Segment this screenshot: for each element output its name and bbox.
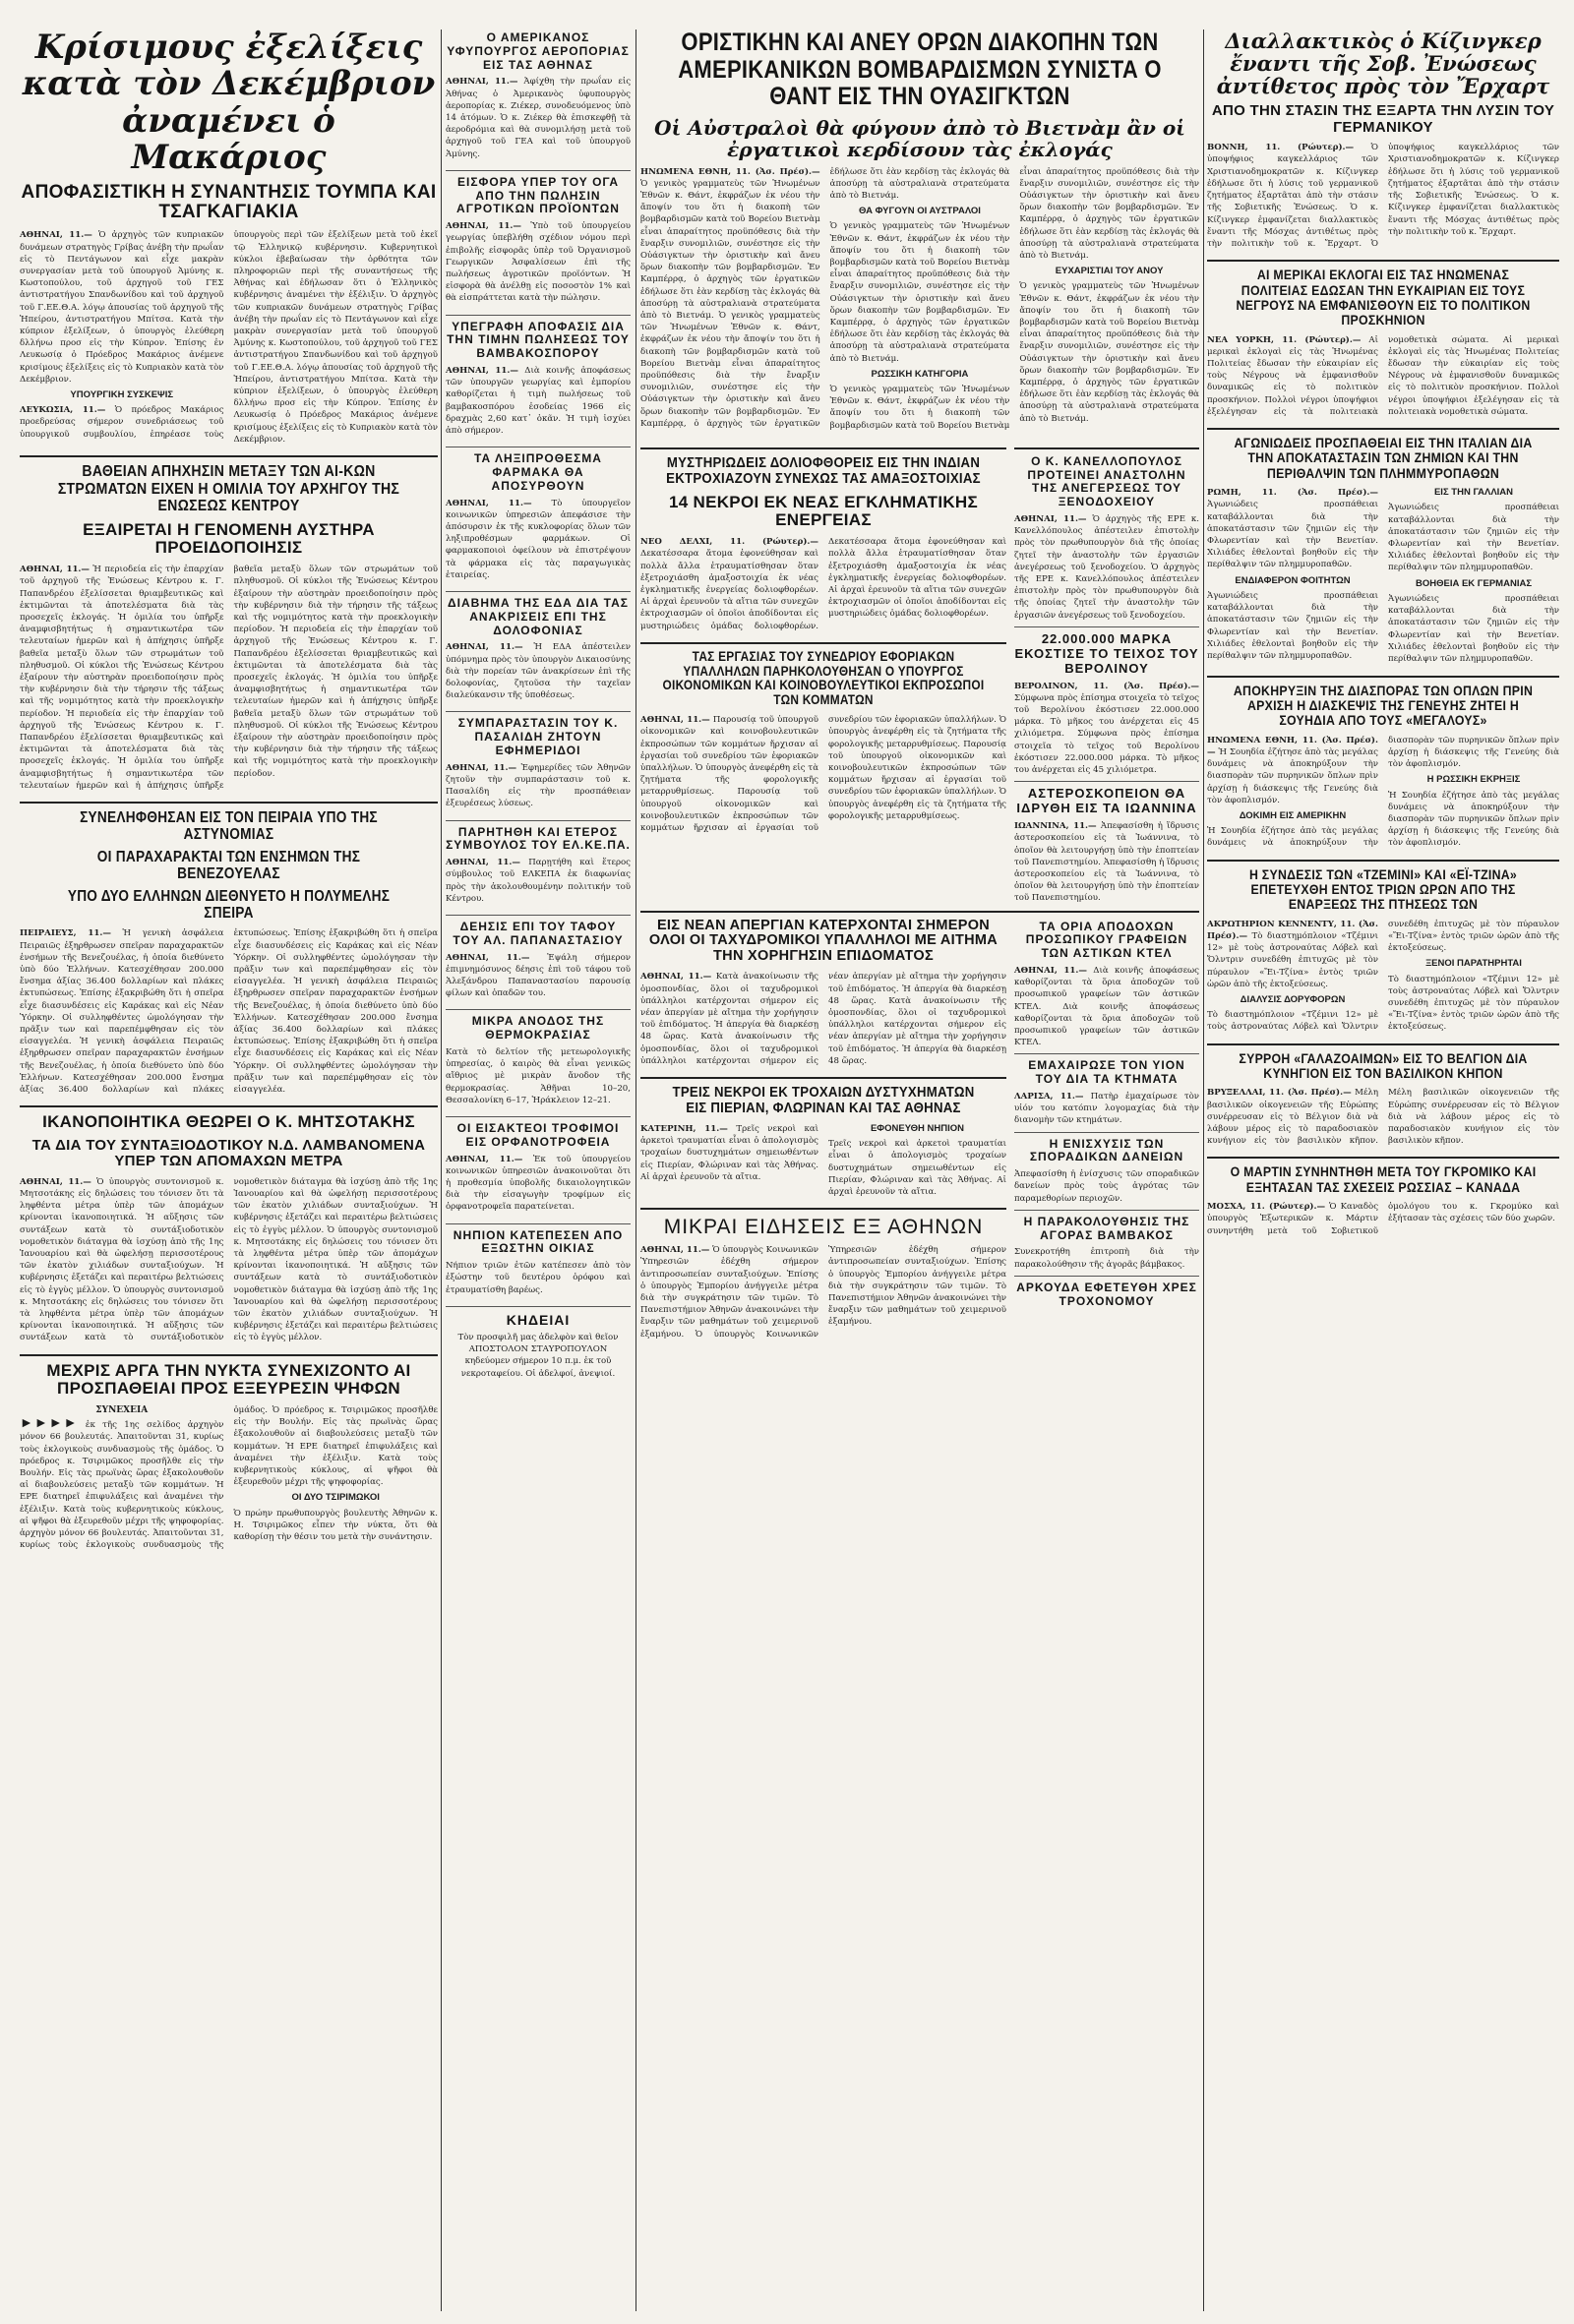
article-body bbox=[640, 166, 1199, 432]
article-text: Μέλη βασιλικῶν οἰκογενειῶν τῆς Εὐρώπης συνέρρευσαν εἰς τὸ Βέλγιον διὰ νὰ λάβουν μέρος εἰς τὸ παραδοσιακὸν κυνήγιον εἰς τὸν βασιλικὸν κῆπον. bbox=[1207, 1088, 1378, 1147]
article-text: Ἡ περιοδεία εἰς τὴν ἐπαρχίαν τοῦ ἀρχηγοῦ τῆς Ἐνώσεως Κέντρου κ. Γ. Παπανδρέου ἐξελίσσεται θριαμβευτικῶς καὶ ἐκτιμῶνται τὰ ἀποτελέσματα διὰ τὰς προσεχεῖς ἐκλογάς. Ἡ ὁμιλία του ὑπῆρξε ἀναμφισβητήτως ἡ σημαντικωτέρα τῶν τελευταίων ἡμερῶν καὶ ἡ ἀπήχησις ὑπῆρξε βαθεῖα μεταξὺ ὅλων τῶν στρωμάτων τοῦ πληθυσμοῦ. Οἱ κύκλοι τῆς Ἐνώσεως Κέντρου ἐξαίρουν τὴν αὐστηρὰν προειδοποίησιν πρὸς τὴν κυβέρνησιν διὰ τὴν τήρησιν τῆς τάξεως καὶ τῆς νομιμότητος κατὰ τὴν προεκλογικὴν περίοδον. bbox=[20, 565, 224, 719]
article-text: Ὁ ὑποψήφιος καγκελλάριος τῶν Χριστιανοδημοκρατῶν κ. Κίζινγκερ ἐδήλωσε ὅτι ἡ λύσις τοῦ γερμανικοῦ ζητήματος ἐξαρτᾶται ἀπὸ τὴν στάσιν τῆς Σοβιετικῆς Ἑνώσεως. Ὁ κ. Κίζινγκερ ἐμφανίζεται διαλλακτικὸς ἔναντι τῆς Μόσχας ἀντιθέτως πρὸς τὴν πολιτικὴν τοῦ κ. Ἔρχαρτ. bbox=[1207, 143, 1379, 249]
article-text: Ὁ ὑποψήφιος καγκελλάριος τῶν Χριστιανοδημοκρατῶν κ. Κίζινγκερ ἐδήλωσε ὅτι ἡ λύσις τοῦ γερμανικοῦ ζητήματος ἐξαρτᾶται ἀπὸ τὴν στάσιν τῆς Σοβιετικῆς Ἑνώσεως. Ὁ κ. Κίζινγκερ ἐμφανίζεται διαλλακτικὸς ἔναντι τῆς Μόσχας ἀντιθέτως πρὸς τὴν πολιτικὴν τοῦ κ. Ἔρχαρτ. bbox=[1370, 143, 1559, 249]
divider bbox=[1014, 1053, 1199, 1054]
dateline: ΗΝΩΜΕΝΑ ΕΘΝΗ, 11. (Ἀσ. Πρέσ).— bbox=[1207, 735, 1378, 757]
article-body bbox=[1207, 735, 1559, 850]
article-text: Ὁ πρώην πρωθυπουργὸς βουλευτὴς Ἀθηνῶν κ. Η. Τσιριμῶκος εἶπεν τὴν νύκτα, ὅτι θὰ καθορίσῃ τὴν θέσιν του μετὰ τὴν συνάντησιν. bbox=[233, 1508, 438, 1543]
divider bbox=[1014, 1210, 1199, 1211]
dateline: ΜΟΣΧΑ, 11. (Ρώυτερ).— bbox=[1207, 1202, 1326, 1213]
dateline: ΠΕΙΡΑΙΕΥΣ, 11.— bbox=[20, 928, 111, 939]
article-text: Νήπιον τριῶν ἐτῶν κατέπεσεν ἀπὸ τὸν ἐξώστην τοῦ δευτέρου ὀρόφου καὶ ἐτραυματίσθη βαρέως. bbox=[446, 1261, 631, 1295]
headline: ΒΑΘΕΙΑΝ ΑΠΗΧΗΣΙΝ ΜΕΤΑΞΥ ΤΩΝ ΑΙ-ΚΩΝ ΣΤΡΩΜΑΤΩΝ ΕΙΧΕΝ Η ΟΜΙΛΙΑ ΤΟΥ ΑΡΧΗΓΟΥ ΤΗΣ ΕΝΩΣΕΩΣ ΚΕΝΤΡΟΥ bbox=[57, 463, 400, 515]
article-text: ἀρχηγὸν μόνον 66 βουλευτάς. Ἀπαιτοῦνται 31, κυρίως τοὺς ἐκλογικοὺς συνδυασμοὺς τῆς ὁμάδος. Ὁ πρόεδρος κ. Τσιριμῶκος προσῆλθε εἰς τὴν Βουλήν. Εἰς τὰς πρωϊνὰς ὥρας ἐξακολουθοῦν αἱ διαβουλεύσεις μεταξὺ τῶν κομμάτων. Ἡ ΕΡΕ διατηρεῖ ἐπιφυλάξεις καὶ ἀναμένει τὴν ἐξέλιξιν. Κατὰ τοὺς κυβερνητικοὺς κύκλους, αἱ ψῆφοι θὰ ἐξευρεθοῦν μέχρι τῆς ψηφοφορίας. bbox=[20, 1420, 224, 1526]
brief bbox=[446, 1122, 631, 1214]
divider bbox=[446, 1009, 631, 1010]
article-text: Ὁ γενικὸς γραμματεὺς τῶν Ἡνωμένων Ἐθνῶν κ. Θάντ, ἐκφράζων ἐκ νέου τὴν ἄποψίν του ὅτι ἡ διακοπὴ τῶν βομβαρδισμῶν κατὰ τοῦ Βορείου Βιετνὰμ εἶναι ἀπαραίτητος προϋπόθεσις διὰ τὴν ἔναρξιν συνομιλιῶν, συνέστησε εἰς τὴν Οὐάσιγκτων τὴν ὁριστικὴν καὶ ἄνευ ὅρων διακοπὴν τῶν βομβαρδισμῶν. Ἐν Καμπέρρᾳ, ὁ ἀρχηγὸς τῶν ἐργατικῶν ἐδήλωσε ὅτι ἐὰν κερδίσῃ τὰς ἐκλογάς θὰ ἀποσύρῃ τὰ αὐστραλιανὰ στρατεύματα ἀπὸ τὸ Βιετνάμ. bbox=[640, 178, 820, 321]
article-text: Κατὰ ἀνακοίνωσιν τῆς ὁμοσπονδίας, ὅλοι οἱ ταχυδρομικοὶ ὑπάλληλοι κατέρχονται σήμερον εἰς νέαν ἀπεργίαν μὲ αἴτημα τὴν χορήγησιν τοῦ ἐπιδόματος. Ἡ ἀπεργία θὰ διαρκέσῃ 48 ὥρας. bbox=[640, 972, 818, 1043]
divider bbox=[1207, 260, 1559, 262]
mid-right bbox=[1014, 442, 1199, 905]
article-text: Ὁ ἀρχηγὸς τῆς ΕΡΕ κ. Κανελλόπουλος ἀπέστειλεν ἐπιστολὴν πρὸς τὸν πρωθυπουργὸν διὰ τῆς ὁποίας ζητεῖ τὴν ἀναστολὴν τῶν ἐργασιῶν ἀνεγέρσεως τοῦ ξενοδοχείου. bbox=[1014, 562, 1200, 621]
article-us-elections bbox=[1207, 268, 1559, 418]
dateline: ΑΘΗΝΑΙ, 11.— bbox=[446, 366, 518, 377]
article-sweden bbox=[1207, 684, 1559, 850]
column-b bbox=[446, 30, 631, 1390]
brief-title: ΥΠΕΓΡΑΦΗ ΑΠΟΦΑΣΙΣ ΔΙΑ ΤΗΝ ΤΙΜΗΝ ΠΩΛΗΣΕΩΣ ΤΟΥ ΒΑΜΒΑΚΟΣΠΟΡΟΥ bbox=[447, 319, 630, 361]
article-text: Ὁ ἀρχηγὸς τῆς ΕΡΕ κ. Κανελλόπουλος ἀπέστειλεν ἐπιστολὴν πρὸς τὸν πρωθυπουργὸν διὰ τῆς ὁποίας ζητεῖ τὴν ἀναστολὴν τῶν ἐργασιῶν ἀνεγέρσεως τοῦ ξενοδοχείου. bbox=[1014, 513, 1199, 572]
section-label: ΕΙΣ ΤΗΝ ΓΑΛΛΙΑΝ bbox=[1433, 487, 1514, 499]
article-body bbox=[1207, 919, 1559, 1034]
article-papandreou bbox=[20, 463, 438, 792]
article-text: Ὁ ἀρχηγὸς τῶν κυπριακῶν δυνάμεων στρατηγὸς Γρίβας ἀνέβη τὴν πρωΐαν εἰς τὸ Πεντάγωνον καὶ εἶχε μακρὰν συνεργασίαν μετὰ τοῦ ὑπουργοῦ Ἀμύνης κ. Κωστοπούλου, τοῦ ἀρχηγοῦ τοῦ ΓΕΣ ἀντιστρατήγου Σπανδωνίδου καὶ τοῦ ἀρχηγοῦ τοῦ Γ.ΕΕ.Θ.Α. λόγῳ ἀπουσίας τοῦ ἀρχηγοῦ τῆς Ἠπείρου, ἀντιστρατήγου Μπίτσα. Κατὰ τὴν κύπριον ἐξελίξεων, ὁ ὑπουργὸς ἐλεύθερη δλλήνω προσ εἰς τὴν Κύπρον. Ἐπίσης ἐν Λευκωσίᾳ ὁ Πρόεδρος Μακάριος ἀνέμενε κρισίμους ἐξελίξεις εἰς τὸ Κυπριακὸν κατὰ τὸν Δεκέμβριον. bbox=[20, 230, 224, 385]
continued-text: ἐκ τῆς 1ης σελίδος bbox=[85, 1420, 181, 1431]
section-label: ΡΩΣΣΙΚΗ ΚΑΤΗΓΟΡΙΑ bbox=[871, 368, 969, 380]
brief bbox=[446, 717, 631, 809]
headline: ΟΡΙΣΤΙΚΗΝ ΚΑΙ ΑΝΕΥ ΟΡΩΝ ΔΙΑΚΟΠΗΝ ΤΩΝ ΑΜΕΡΙΚΑΝΙΚΩΝ ΒΟΜΒΑΡΔΙΣΜΩΝ ΣΥΝΙΣΤΑ Ο ΘΑΝΤ ΕΙΣ ΤΗΝ ΟΥΑΣΙΓΚΤΩΝ bbox=[678, 29, 1162, 110]
brief-title: ΔΕΗΣΙΣ ΕΠΙ ΤΟΥ ΤΑΦΟΥ ΤΟΥ ΑΛ. ΠΑΠΑΝΑΣΤΑΣΙΟΥ bbox=[453, 920, 624, 947]
headline: ΜΕΧΡΙΣ ΑΡΓΑ ΤΗΝ ΝΥΚΤΑ ΣΥΝΕΧΙΖΟΝΤΟ ΑΙ ΠΡΟΣΠΑΘΕΙΑΙ ΠΡΟΣ ΕΞΕΥΡΕΣΙΝ ΨΗΦΩΝ bbox=[46, 1360, 411, 1399]
article-body bbox=[20, 1176, 438, 1344]
article-piraeus bbox=[20, 809, 438, 1096]
divider bbox=[640, 447, 1006, 449]
article-text: Κατὰ τὸ δελτίον τῆς μετεωρολογικῆς ὑπηρεσίας, ὁ καιρὸς θὰ εἶναι γενικῶς αἴθριος μὲ μικρὰν ἄνοδον τῆς θερμοκρασίας. Ἀθῆναι 10–20, Θεσσαλονίκη 6–17, Ἡράκλειον 12–21. bbox=[446, 1047, 631, 1105]
dateline: ΝΕΑ ΥΟΡΚΗ, 11. (Ρώυτερ).— bbox=[1207, 334, 1362, 345]
article-text: Ὁ ὑπουργὸς συντονισμοῦ κ. Μητσοτάκης εἰς δηλώσεις του τόνισεν ὅτι τὰ ληφθέντα μέτρα ὑπὲρ τῶν ἀπομάχων κρίνονται ἱκανοποιητικά. Ἡ αὔξησις τῶν συντάξεων κατὰ τὸ συντάξιοδοτικὸν νομοθετικὸν διάταγμα θὰ ἰσχύσῃ ἀπὸ τῆς 1ης Ἰανουαρίου καὶ θὰ ὠφελήσῃ περισσοτέρους τῶν ἑκατὸν χιλιάδων συνταξιούχων. Ἡ κυβέρνησις ἐξετάζει καὶ περαιτέρω βελτιώσεις εἰς τὸ ἐγγὺς μέλλον. bbox=[20, 1176, 224, 1295]
article-text: Ἀγωνιώδεις προσπάθειαι καταβάλλονται διὰ τὴν ἀποκατάστασιν τῶν ζημιῶν εἰς τὴν Φλωρεντίαν καὶ τὴν Βενετίαν. Χιλιάδες ἐθελονταὶ βοηθοῦν εἰς τὴν περίθαλψιν τῶν πλημμυροπαθῶν. bbox=[1388, 593, 1559, 664]
continued-label: ΣΥΝΕΧΕΙΑ bbox=[95, 1405, 149, 1416]
divider bbox=[1014, 1276, 1199, 1277]
mid-row bbox=[640, 442, 1199, 905]
brief bbox=[446, 31, 631, 160]
article-text: Δεκατέσσαρα ἄτομα ἐφονεύθησαν καὶ πολλὰ ἄλλα ἐτραυματίσθησαν ὅταν ἐξετροχιάσθη ἀμαξοστοιχία ἐκ νέας ἐγκληματικῆς ἐνεργείας δολιοφθορέων. Αἱ ἀρχαὶ ἐρευνοῦν τὰ αἴτια τῶν συνεχῶν ἐκτροχιασμῶν οἱ ὁποῖοι ἀποδίδονται εἰς μυστηριώδεις ὁμάδας δολιοφθορέων. bbox=[640, 549, 818, 631]
article-text: Ἀγωνιώδεις προσπάθειαι καταβάλλονται διὰ τὴν ἀποκατάστασιν τῶν ζημιῶν εἰς τὴν Φλωρεντίαν καὶ τὴν Βενετίαν. Χιλιάδες ἐθελονταὶ βοηθοῦν εἰς τὴν περίθαλψιν τῶν πλημμυροπαθῶν. bbox=[1207, 590, 1378, 661]
lower-right bbox=[1014, 919, 1199, 1350]
article-text: Παρουσίᾳ τοῦ ὑπουργοῦ οἰκονομικῶν καὶ κοινοβουλευτικῶν ἐκπροσώπων τῶν κομμάτων ἤρχισαν αἱ ἐργασίαι τοῦ συνεδρίου τῶν ἐφοριακῶν ὑπαλλήλων. Ὁ ὑπουργὸς ἀνεφέρθη εἰς τὰ ζητήματα τῆς φορολογικῆς μεταρρυθμίσεως. bbox=[640, 715, 1006, 833]
section-label: ΥΠΟΥΡΓΙΚΗ ΣΥΣΚΕΨΙΣ bbox=[70, 388, 174, 400]
article-text: Ἡ περιοδεία εἰς τὴν ἐπαρχίαν τοῦ ἀρχηγοῦ τῆς Ἐνώσεως Κέντρου κ. Γ. Παπανδρέου ἐξελίσσεται θριαμβευτικῶς καὶ ἐκτιμῶνται τὰ ἀποτελέσματα διὰ τὰς προσεχεῖς ἐκλογάς. Ἡ ὁμιλία του ὑπῆρξε ἀναμφισβητήτως ἡ σημαντικωτέρα τῶν τελευταίων ἡμερῶν καὶ ἡ ἀπήχησις ὑπῆρξε βαθεῖα μεταξὺ ὅλων τῶν στρωμάτων τοῦ πληθυσμοῦ. Οἱ κύκλοι τῆς Ἐνώσεως Κέντρου ἐξαίρουν τὴν αὐστηρὰν προειδοποίησιν πρὸς τὴν κυβέρνησιν διὰ τὴν τήρησιν τῆς τάξεως καὶ τῆς νομιμότητος κατὰ τὴν προεκλογικὴν περίοδον. bbox=[233, 625, 438, 779]
article-martin bbox=[1207, 1164, 1559, 1236]
divider bbox=[446, 591, 631, 592]
divider bbox=[1207, 1043, 1559, 1045]
article-text: Ἡ γενικὴ ἀσφάλεια Πειραιῶς ἐξηρθρωσεν σπεῖραν παραχαρακτῶν ἐνσήμων τῆς Βενεζουέλας, ἡ ὁποία διεθύνετο ὑπὸ δύο Ἑλλήνων. Κατεσχέθησαν 200.000 ἔνσημα ἀξίας 36.400 δολλαρίων καὶ πλάκες ἐκτυπώσεως. Ἐπίσης ἐξακριβώθη ὅτι ἡ σπεῖρα εἶχε διασυνδέσεις εἰς Καράκας καὶ εἰς Νέαν Ὑόρκην. Οἱ συλληφθέντες ὡμολόγησαν τὴν πρᾶξιν των καὶ παρεπέμφθησαν εἰς τὸν εἰσαγγελέα. bbox=[20, 928, 438, 1095]
article-body bbox=[1207, 1201, 1559, 1237]
article-text: Ἀπεφασίσθη ἡ ἐνίσχυσις τῶν σποραδικῶν δανείων πρὸς τοὺς ἀγρότας τῶν παραμεθορίων περιοχῶν. bbox=[1014, 1169, 1199, 1204]
headline: ΑΠΟΚΗΡΥΞΙΝ ΤΗΣ ΔΙΑΣΠΟΡΑΣ ΤΩΝ ΟΠΛΩΝ ΠΡΙΝ ΑΡΧΙΣΗ Η ΔΙΑΣΚΕΨΙΣ ΤΗΣ ΓΕΝΕΥΗΣ ΖΗΤΕΙ Η ΣΟΥΗΔΙΑ ΑΠΟ ΤΟΥΣ «ΜΕΓΑΛΟΥΣ» bbox=[1233, 682, 1534, 729]
divider bbox=[446, 915, 631, 916]
headline: Ο ΜΑΡΤΙΝ ΣΥΝΗΝΤΗΘΗ ΜΕΤΑ ΤΟΥ ΓΚΡΟΜΙΚΟ ΚΑΙ ΕΞΗΤΑΣΑΝ ΤΑΣ ΣΧΕΣΕΙΣ ΡΩΣΣΙΑΣ – ΚΑΝΑΔΑ bbox=[1230, 1163, 1537, 1195]
column-c bbox=[640, 30, 1199, 1350]
section-label: ΔΟΚΙΜΗ ΕΙΣ ΑΜΕΡΙΚΗΝ bbox=[1239, 810, 1347, 821]
article-text: Τὸν προσφιλῆ μας ἀδελφὸν καὶ θεῖον ΑΠΟΣΤΟΛΟΝ ΣΤΑΥΡΟΠΟΥΛΟΝ κηδεύομεν σήμερον 10 π.μ. ἐκ τοῦ νεκροταφείου. Οἱ ἀδελφοί, ἀνεψιοί. bbox=[457, 1332, 619, 1379]
divider bbox=[640, 1208, 1006, 1210]
article-text: Αἱ μερικαὶ ἐκλογαὶ εἰς τὰς Ἡνωμένας Πολιτείας ἔδωσαν τὴν εὐκαιρίαν εἰς τοὺς Νέγρους νὰ ἐμφανισθοῦν δυναμικῶς εἰς τὸ πολιτικὸν προσκήνιον. Πολλοὶ νέγροι ὑποψήφιοι ἐξελέγησαν εἰς τὰ πολιτειακὰ νομοθετικὰ σώματα. bbox=[1207, 334, 1489, 417]
brief-title: ΠΑΡΗΤΗΘΗ ΚΑΙ ΕΤΕΡΟΣ ΣΥΜΒΟΥΛΟΣ ΤΟΥ ΕΛ.ΚΕ.ΠΑ. bbox=[446, 824, 631, 853]
headline: ΜΥΣΤΗΡΙΩΔΕΙΣ ΔΟΛΙΟΦΘΟΡΕΙΣ ΕΙΣ ΤΗΝ ΙΝΔΙΑΝ ΕΚΤΡΟΧΙΑΖΟΥΝ ΣΥΝΕΧΩΣ ΤΑΣ ΑΜΑΞΟΣΤΟΙΧΙΑΣ bbox=[666, 453, 981, 488]
brief bbox=[446, 321, 631, 438]
dateline: ΒΟΝΝΗ, 11. (Ρώυτερ).— bbox=[1207, 143, 1355, 153]
article-belgium bbox=[1207, 1051, 1559, 1148]
dateline: ΑΘΗΝΑΙ, 11.— bbox=[446, 1154, 523, 1164]
brief bbox=[446, 1015, 631, 1106]
divider bbox=[640, 642, 1006, 644]
article-text: Παρουσίᾳ τοῦ ὑπουργοῦ οἰκονομικῶν καὶ κοινοβουλευτικῶν ἐκπροσώπων τῶν κομμάτων ἤρχισαν αἱ ἐργασίαι τοῦ συνεδρίου τῶν ἐφοριακῶν ὑπαλλήλων. Ὁ ὑπουργὸς ἀνεφέρθη εἰς τὰ ζητήματα τῆς φορολογικῆς μεταρρυθμίσεως. bbox=[828, 739, 1006, 821]
article-body bbox=[640, 536, 1006, 632]
brief bbox=[446, 452, 631, 581]
article-text: Ἐκ τοῦ ὑπουργείου κοινωνικῶν ὑπηρεσιῶν ἀνακοινοῦται ὅτι ἡ προθεσμία ὑποβολῆς δικαιολογητικῶν διὰ τὴν εἰσαγωγὴν τροφίμων εἰς ὀρφανοτροφεῖα παρατείνεται. bbox=[446, 1154, 631, 1213]
divider bbox=[446, 170, 631, 171]
headline: ΙΚΑΝΟΠΟΙΗΤΙΚΑ ΘΕΩΡΕΙ Ο Κ. ΜΗΤΣΟΤΑΚΗΣ bbox=[42, 1112, 415, 1132]
subheadline: ΕΞΑΙΡΕΤΑΙ Η ΓΕΝΟΜΕΝΗ ΑΥΣΤΗΡΑ ΠΡΟΕΙΔΟΠΟΙΗΣΙΣ bbox=[83, 519, 375, 558]
article-text: Παρουσίᾳ τοῦ ὑπουργοῦ οἰκονομικῶν καὶ κοινοβουλευτικῶν ἐκπροσώπων τῶν κομμάτων ἤρχισαν αἱ ἐργασίαι τοῦ συνεδρίου τῶν ἐφοριακῶν ὑπαλλήλων. Ὁ ὑπουργὸς ἀνεφέρθη εἰς τὰ ζητήματα τῆς φορολογικῆς μεταρρυθμίσεως. bbox=[640, 715, 819, 798]
article-text: Ὁ Καναδὸς ὑπουργὸς Ἐξωτερικῶν κ. Μάρτιν συνηντήθη μετὰ τοῦ Σοβιετικοῦ ὁμολόγου του κ. Γκρομύκο καὶ ἐξήτασαν τὰς σχέσεις τῶν δύο χωρῶν. bbox=[1207, 1202, 1559, 1236]
article-text: Κατὰ ἀνακοίνωσιν τῆς ὁμοσπονδίας, ὅλοι οἱ ταχυδρομικοὶ ὑπάλληλοι κατέρχονται σήμερον εἰς νέαν ἀπεργίαν μὲ αἴτημα τὴν χορήγησιν τοῦ ἐπιδόματος. Ἡ ἀπεργία θὰ διαρκέσῃ 48 ὥρας. bbox=[640, 972, 1006, 1066]
article-body bbox=[20, 564, 438, 792]
brief-title: Η ΕΝΙΣΧΥΣΙΣ ΤΩΝ ΣΠΟΡΑΔΙΚΩΝ ΔΑΝΕΙΩΝ bbox=[1029, 1136, 1184, 1164]
article-body bbox=[1207, 1087, 1559, 1147]
article-text: Ὁ γενικὸς γραμματεὺς τῶν Ἡνωμένων Ἐθνῶν κ. Θάντ, ἐκφράζων ἐκ νέου τὴν ἄποψίν του ὅτι ἡ διακοπὴ τῶν βομβαρδισμῶν κατὰ τοῦ Βορείου Βιετνὰμ εἶναι ἀπαραίτητος προϋπόθεσις διὰ τὴν ἔναρξιν συνομιλιῶν, συνέστησε εἰς τὴν Οὐάσιγκτων τὴν ὁριστικὴν καὶ ἄνευ ὅρων διακοπὴν τῶν βομβαρδισμῶν. Ἐν Καμπέρρᾳ, ὁ ἀρχηγὸς τῶν ἐργατικῶν ἐδήλωσε ὅτι ἐὰν κερδίσῃ τὰς ἐκλογάς θὰ ἀποσύρῃ τὰ αὐστραλιανὰ στρατεύματα ἀπὸ τὸ Βιετνάμ. bbox=[640, 166, 1010, 429]
article-italy-floods bbox=[1207, 436, 1559, 666]
article-athens-briefs bbox=[640, 1216, 1006, 1341]
article-body bbox=[20, 927, 438, 1096]
article-text: Τὸ διαστημόπλοιον «Τζέμινι 12» μὲ τοὺς ἀστροναύτας Λόβελ καὶ Ὄλντριν συνεδέθη ἐπιτυχῶς μὲ τὸν πύραυλον «Ἔι-Τζίνα» ἐντὸς τριῶν ὡρῶν ἀπὸ τῆς ἐκτοξεύσεως. bbox=[1207, 919, 1559, 1033]
dateline: ΑΘΗΝΑΙ, 11.— bbox=[446, 498, 532, 508]
divider bbox=[20, 1105, 438, 1107]
article-makarios bbox=[20, 30, 438, 446]
divider bbox=[446, 1306, 631, 1307]
column-rule bbox=[1203, 30, 1204, 2311]
dateline: ΝΕΟ ΔΕΛΧΙ, 11. (Ρώυτερ).— bbox=[640, 537, 818, 548]
dateline: ΑΘΗΝΑΙ, 11.— bbox=[446, 77, 518, 88]
article-text: Ὁ ὑπουργὸς συντονισμοῦ κ. Μητσοτάκης εἰς δηλώσεις του τόνισεν ὅτι τὰ ληφθέντα μέτρα ὑπὲρ τῶν ἀπομάχων κρίνονται ἱκανοποιητικά. Ἡ αὔξησις τῶν συντάξεων κατὰ τὸ συντάξιοδοτικὸν νομοθετικὸν διάταγμα θὰ ἰσχύσῃ ἀπὸ τῆς 1ης Ἰανουαρίου καὶ θὰ ὠφελήσῃ περισσοτέρους τῶν ἑκατὸν χιλιάδων συνταξιούχων. Ἡ κυβέρνησις ἐξετάζει καὶ περαιτέρω βελτιώσεις εἰς τὸ ἐγγὺς μέλλον. bbox=[20, 1176, 438, 1343]
article-text: Ὁ ὑπουργὸς Κοινωνικῶν Ὑπηρεσιῶν ἐδέχθη σήμερον ἀντιπροσωπείαν συνταξιούχων. Ἐπίσης ὁ ὑπουργὸς Ἐμπορίου ἀνήγγειλε μέτρα διὰ τὴν συγκράτησιν τῶν τιμῶν. Τὸ Πανεπιστήμιον Ἀθηνῶν ἀνακοινώνει τὴν ἔναρξιν τῶν μαθημάτων τοῦ χειμερινοῦ ἑξαμήνου. bbox=[695, 1245, 1006, 1340]
column-a bbox=[20, 30, 438, 1561]
article-text: Ἐψάλη σήμερον ἐπιμνημόσυνος δέησις ἐπὶ τοῦ τάφου τοῦ Ἀλεξάνδρου Παπαναστασίου παρουσίᾳ φίλων καὶ ὀπαδῶν του. bbox=[446, 952, 632, 999]
brief bbox=[446, 176, 631, 305]
article-body bbox=[640, 1123, 1006, 1198]
headline: ΤΡΕΙΣ ΝΕΚΡΟΙ ΕΚ ΤΡΟΧΑΙΩΝ ΔΥΣΤΥΧΗΜΑΤΩΝ ΕΙΣ ΠΙΕΡΙΑΝ, ΦΛΩΡΙΝΑΝ ΚΑΙ ΤΑΣ ΑΘΗΝΑΣ bbox=[672, 1083, 975, 1117]
brief-title: Η ΠΑΡΑΚΟΛΟΥΘΗΣΙΣ ΤΗΣ ΑΓΟΡΑΣ ΒΑΜΒΑΚΟΣ bbox=[1023, 1214, 1190, 1242]
article-text: Ἀγωνιώδεις προσπάθειαι καταβάλλονται διὰ τὴν ἀποκατάστασιν τῶν ζημιῶν εἰς τὴν Φλωρεντίαν καὶ τὴν Βενετίαν. Χιλιάδες ἐθελονταὶ βοηθοῦν εἰς τὴν περίθαλψιν τῶν πλημμυροπαθῶν. bbox=[1388, 503, 1559, 573]
subheadline: ΟΙ ΠΑΡΑΧΑΡΑΚΤΑΙ ΤΩΝ ΕΝΣΗΜΩΝ ΤΗΣ ΒΕΝΕΖΟΥΕΛΑΣ bbox=[96, 849, 361, 883]
section-label: ΔΙΑΛΥΣΙΣ ΔΟΡΥΦΟΡΩΝ bbox=[1240, 994, 1346, 1005]
article-body bbox=[20, 229, 438, 446]
brief-title: ΤΑ ΟΡΙΑ ΑΠΟΔΟΧΩΝ ΠΡΟΣΩΠΙΚΟΥ ΓΡΑΦΕΙΩΝ ΤΩΝ ΑΣΤΙΚΩΝ ΚΤΕΛ bbox=[1025, 919, 1188, 961]
article-text: Ἡ Σουηδία ἐζήτησε ἀπὸ τὰς μεγάλας δυνάμεις νὰ ἀποκηρύξουν τὴν διασπορὰν τῶν πυρηνικῶν ὅπλων πρὶν ἀρχίσῃ ἡ διάσκεψις τῆς Γενεύης διὰ τὸν ἀφοπλισμόν. bbox=[1388, 790, 1559, 849]
dateline: ΙΩΑΝΝΙΝΑ, 11.— bbox=[1014, 821, 1097, 832]
divider bbox=[1014, 781, 1199, 782]
subheadline: ΑΠΟ ΤΗΝ ΣΤΑΣΙΝ ΤΗΣ ΕΞΑΡΤΑ ΤΗΝ ΛΥΣΙΝ ΤΟΥ ΓΕΡΜΑΝΙΚΟΥ bbox=[1211, 102, 1555, 136]
headline: ΤΑΣ ΕΡΓΑΣΙΑΣ ΤΟΥ ΣΥΝΕΔΡΙΟΥ ΕΦΟΡΙΑΚΩΝ ΥΠΑΛΛΗΛΩΝ ΠΑΡΗΚΟΛΟΥΘΗΣΑΝ Ο ΥΠΟΥΡΓΟΣ ΟΙΚΟΝΟΜΙΚΩΝ ΚΑΙ ΚΟΙΝΟΒΟΥΛΕΥΤΙΚΟΙ ΕΚΠΡΟΣΩΠΟΙ ΤΩΝ ΚΟΜΜΑΤΩΝ bbox=[662, 648, 985, 708]
dateline: ΑΘΗΝΑΙ, 11.— bbox=[446, 952, 530, 963]
headline: ΣΥΡΡΟΗ «ΓΑΛΑΖΟΑΙΜΩΝ» ΕΙΣ ΤΟ ΒΕΛΓΙΟΝ ΔΙΑ ΚΥΝΗΓΙΟΝ ΕΙΣ ΤΟΝ ΒΑΣΙΛΙΚΟΝ ΚΗΠΟΝ bbox=[1239, 1049, 1528, 1081]
divider bbox=[446, 711, 631, 712]
brief bbox=[446, 921, 631, 999]
brief-title: Ο ΑΜΕΡΙΚΑΝΟΣ ΥΦΥΠΟΥΡΓΟΣ ΑΕΡΟΠΟΡΙΑΣ ΕΙΣ ΤΑΣ ΑΘΗΝΑΣ bbox=[447, 30, 630, 72]
section-label: ΒΟΗΘΕΙΑ ΕΚ ΓΕΡΜΑΝΙΑΣ bbox=[1415, 577, 1533, 589]
brief-title: ΔΙΑΒΗΜΑ ΤΗΣ ΕΔΑ ΔΙΑ ΤΑΣ ΑΝΑΚΡΙΣΕΙΣ ΕΠΙ ΤΗΣ ΔΟΛΟΦΟΝΙΑΣ bbox=[448, 596, 629, 637]
article-text: Μέλη βασιλικῶν οἰκογενειῶν τῆς Εὐρώπης συνέρρευσαν εἰς τὸ Βέλγιον διὰ νὰ λάβουν μέρος εἰς τὸ παραδοσιακὸν κυνήγιον εἰς τὸν βασιλικὸν κῆπον. bbox=[1388, 1088, 1559, 1147]
brief-title: ΕΙΣΦΟΡΑ ΥΠΕΡ ΤΟΥ ΟΓΑ ΑΠΟ ΤΗΝ ΠΩΛΗΣΙΝ ΑΓΡΟΤΙΚΩΝ ΠΡΟΪΟΝΤΩΝ bbox=[456, 174, 620, 216]
dateline: ΑΘΗΝΑΙ, 11.— bbox=[1014, 513, 1087, 524]
lower-left bbox=[640, 919, 1006, 1350]
divider bbox=[1014, 447, 1199, 449]
brief-title: ΑΣΤΕΡΟΣΚΟΠΕΙΟΝ ΘΑ ΙΔΡΥΘΗ ΕΙΣ ΤΑ ΙΩΑΝΝΙΝΑ bbox=[1016, 786, 1197, 816]
article-text: Διὰ κοινῆς ἀποφάσεως καθορίζονται τὰ ὅρια ἀποδοχῶν τοῦ προσωπικοῦ γραφείων τῶν ἀστικῶν ΚΤΕΛ. bbox=[1014, 1001, 1200, 1048]
article-text: Πατὴρ ἐμαχαίρωσε τὸν υἱόν του κατόπιν λογομαχίας διὰ τὴν διανομὴν τῶν κτημάτων. bbox=[1014, 1091, 1200, 1126]
dateline: ΑΘΗΝΑΙ, 11.— bbox=[640, 972, 712, 983]
article-body bbox=[20, 1404, 438, 1551]
brief-title: ΑΡΚΟΥΔΑ ΕΦΕΤΕΥΘΗ ΧΡΕΣ ΤΡΟΧΟΝΟΜΟΥ bbox=[1016, 1280, 1197, 1308]
article-text: Ἡ γενικὴ ἀσφάλεια Πειραιῶς ἐξηρθρωσεν σπεῖραν παραχαρακτῶν ἐνσήμων τῆς Βενεζουέλας, ἡ ὁποία διεθύνετο ὑπὸ δύο Ἑλλήνων. Κατεσχέθησαν 200.000 ἔνσημα ἀξίας 36.400 δολλαρίων καὶ πλάκες ἐκτυπώσεως. Ἐπίσης ἐξακριβώθη ὅτι ἡ σπεῖρα εἶχε διασυνδέσεις εἰς Καράκας καὶ εἰς Νέαν Ὑόρκην. Οἱ συλληφθέντες ὡμολόγησαν τὴν πρᾶξιν των καὶ παρεπέμφθησαν εἰς τὸν εἰσαγγελέα. bbox=[233, 977, 438, 1095]
obituary bbox=[446, 1312, 631, 1380]
brief-title: ΤΑ ΛΗΞΙΠΡΟΘΕΣΜΑ ΦΑΡΜΑΚΑ ΘΑ ΑΠΟΣΥΡΘΟΥΝ bbox=[474, 451, 602, 493]
brief-title: ΟΙ ΕΙΣΑΚΤΕΟΙ ΤΡΟΦΙΜΟΙ ΕΙΣ ΟΡΦΑΝΟΤΡΟΦΕΙΑ bbox=[456, 1121, 620, 1149]
dateline: ΡΩΜΗ, 11. (Ἀσ. Πρέσ).— bbox=[1207, 488, 1378, 499]
article-text: Ἡ περιοδεία εἰς τὴν ἐπαρχίαν τοῦ ἀρχηγοῦ τῆς Ἐνώσεως Κέντρου κ. Γ. Παπανδρέου ἐξελίσσεται θριαμβευτικῶς καὶ ἐκτιμῶνται τὰ ἀποτελέσματα διὰ τὰς προσεχεῖς ἐκλογάς. Ἡ ὁμιλία του ὑπῆρξε ἀναμφισβητήτως ἡ σημαντικωτέρα τῶν τελευταίων ἡμερῶν καὶ ἡ ἀπήχησις ὑπῆρξε βαθεῖα μεταξὺ ὅλων τῶν στρωμάτων τοῦ πληθυσμοῦ. Οἱ κύκλοι τῆς Ἐνώσεως Κέντρου ἐξαίρουν τὴν αὐστηρὰν προειδοποίησιν πρὸς τὴν κυβέρνησιν διὰ τὴν τήρησιν τῆς τάξεως καὶ τῆς νομιμότητος κατὰ τὴν προεκλογικὴν περίοδον. bbox=[20, 565, 438, 791]
section-label: ΕΥΧΑΡΙΣΤΙΑΙ ΤΟΥ ΑΝΟΥ bbox=[1055, 266, 1164, 277]
article-text: Διὰ κοινῆς ἀποφάσεως καθορίζονται τὰ ὅρια ἀποδοχῶν τοῦ προσωπικοῦ γραφείων τῶν ἀστικῶν ΚΤΕΛ. bbox=[1014, 965, 1199, 1012]
divider bbox=[640, 1077, 1006, 1079]
article-postal-strike bbox=[640, 919, 1006, 1067]
article-text: Τρεῖς νεκροὶ καὶ ἀρκετοὶ τραυματίαι εἶναι ὁ ἀπολογισμὸς τροχαίων δυστυχημάτων σημειωθέντων εἰς Πιερίαν, Φλώριναν καὶ τὰς Ἀθήνας. Αἱ ἀρχαὶ ἐρευνοῦν τὰ αἴτια. bbox=[640, 1123, 818, 1182]
subheadline: 14 ΝΕΚΡΟΙ ΕΚ ΝΕΑΣ ΕΓΚΛΗΜΑΤΙΚΗΣ ΕΝΕΡΓΕΙΑΣ bbox=[668, 492, 979, 530]
article-body bbox=[1207, 487, 1559, 665]
headline: Η ΣΥΝΔΕΣΙΣ ΤΩΝ «ΤΖΕΜΙΝΙ» ΚΑΙ «ΕΪ-ΤΖΙΝΑ» ΕΠΕΤΕΥΧΘΗ ΕΝΤΟΣ ΤΡΙΩΝ ΩΡΩΝ ΑΠΟ ΤΗΣ ΕΝΑΡΞΕΩΣ ΤΗΣ ΠΤΗΣΕΩΣ ΤΩΝ bbox=[1248, 865, 1518, 913]
brief bbox=[446, 826, 631, 905]
article-body bbox=[640, 1244, 1006, 1341]
article-text: Ἀπεφασίσθη ἡ ἵδρυσις ἀστεροσκοπείου εἰς τὰ Ἰωάννινα, τὸ ὁποῖον θὰ λειτουργήσῃ ὑπὸ τὴν ἐποπτείαν τοῦ Πανεπιστημίου. bbox=[1014, 821, 1200, 867]
article-india bbox=[640, 455, 1006, 632]
article-text: Ἀγωνιώδεις προσπάθειαι καταβάλλονται διὰ τὴν ἀποκατάστασιν τῶν ζημιῶν εἰς τὴν Φλωρεντίαν καὶ τὴν Βενετίαν. Χιλιάδες ἐθελονταὶ βοηθοῦν εἰς τὴν περίθαλψιν τῶν πλημμυροπαθῶν. bbox=[1207, 500, 1378, 570]
article-text: Ἡ γενικὴ ἀσφάλεια Πειραιῶς ἐξηρθρωσεν σπεῖραν παραχαρακτῶν ἐνσήμων τῆς Βενεζουέλας, ἡ ὁποία διεθύνετο ὑπὸ δύο Ἑλλήνων. Κατεσχέθησαν 200.000 ἔνσημα ἀξίας 36.400 δολλαρίων καὶ πλάκες ἐκτυπώσεως. Ἐπίσης ἐξακριβώθη ὅτι ἡ σπεῖρα εἶχε διασυνδέσεις εἰς Καράκας καὶ εἰς Νέαν Ὑόρκην. Οἱ συλληφθέντες ὡμολόγησαν τὴν πρᾶξιν των καὶ παρεπέμφθησαν εἰς τὸν εἰσαγγελέα. bbox=[20, 928, 224, 1047]
headline: ΑΓΩΝΙΩΔΕΙΣ ΠΡΟΣΠΑΘΕΙΑΙ ΕΙΣ ΤΗΝ ΙΤΑΛΙΑΝ ΔΙΑ ΤΗΝ ΑΠΟΚΑΤΑΣΤΑΣΙΝ ΤΩΝ ΖΗΜΙΩΝ ΚΑΙ ΤΗΝ ΠΕΡΙΘΑΛΨΙΝ ΤΩΝ ΠΛΗΜΜΥΡΟΠΑΘΩΝ bbox=[1234, 435, 1533, 481]
column-d bbox=[1207, 30, 1559, 1247]
headline: ΣΥΝΕΛΗΦΘΗΣΑΝ ΕΙΣ ΤΟΝ ΠΕΙΡΑΙΑ ΥΠΟ ΤΗΣ ΑΣΤΥΝΟΜΙΑΣ bbox=[80, 809, 378, 844]
article-mitsotakis bbox=[20, 1113, 438, 1344]
brief-title: Ο Κ. ΚΑΝΕΛΛΟΠΟΥΛΟΣ ΠΡΟΤΕΙΝΕΙ ΑΝΑΣΤΟΛΗΝ ΤΗΣ ΑΝΕΓΕΡΣΕΩΣ ΤΟΥ ΞΕΝΟΔΟΧΕΙΟΥ bbox=[1027, 453, 1186, 509]
section-label: ΟΙ ΔΥΟ ΤΣΙΡΙΜΩΚΟΙ bbox=[291, 1492, 380, 1504]
article-thant bbox=[640, 30, 1199, 432]
section-label: ΞΕΝΟΙ ΠΑΡΑΤΗΡΗΤΑΙ bbox=[1425, 958, 1522, 970]
newspaper-page bbox=[20, 30, 1559, 2311]
dateline: ΑΘΗΝΑΙ, 11.— bbox=[446, 858, 520, 868]
article-text: Τὸ διαστημόπλοιον «Τζέμινι 12» μὲ τοὺς ἀστροναύτας Λόβελ καὶ Ὄλντριν συνεδέθη ἐπιτυχῶς μὲ τὸν πύραυλον «Ἔι-Τζίνα» ἐντὸς τριῶν ὡρῶν ἀπὸ τῆς ἐκτοξεύσεως. bbox=[1207, 930, 1378, 989]
article-body bbox=[640, 714, 1006, 834]
divider bbox=[446, 820, 631, 821]
article-text: Ἡ Σουηδία ἐζήτησε ἀπὸ τὰς μεγάλας δυνάμεις νὰ ἀποκηρύξουν τὴν διασπορὰν τῶν πυρηνικῶν ὅπλων πρὶν ἀρχίσῃ ἡ διάσκεψις τῆς Γενεύης διὰ τὸν ἀφοπλισμόν. bbox=[1207, 735, 1559, 849]
article-text: Τὸ ὑπουργεῖον κοινωνικῶν ὑπηρεσιῶν ἀπεφάσισε τὴν ἀπόσυρσιν ἐκ τῆς κυκλοφορίας ὅλων τῶν ληξιπροθέσμων φαρμάκων. Οἱ φαρμακοποιοὶ ὀφείλουν νὰ ἐπιστρέψουν τὰ φάρμακα εἰς τὰς παραγωγικὰς ἑταιρείας. bbox=[446, 498, 631, 580]
divider bbox=[446, 1223, 631, 1224]
article-text: Τὸ διαστημόπλοιον «Τζέμινι 12» μὲ τοὺς ἀστροναύτας Λόβελ καὶ Ὄλντριν συνεδέθη ἐπιτυχῶς μὲ τὸν πύραυλον «Ἔι-Τζίνα» ἐντὸς τριῶν ὡρῶν ἀπὸ τῆς ἐκτοξεύσεως. bbox=[1388, 974, 1559, 1033]
article-text: Διὰ κοινῆς ἀποφάσεως τῶν ὑπουργῶν γεωργίας καὶ ἐμπορίου καθορίζεται ἡ τιμὴ πωλήσεως τοῦ βαμβακοσπόρου ἐσοδείας 1966 εἰς δραχμὰς 2,60 κατ᾽ ὀκᾶν. Ἡ τιμὴ ἰσχύει ἀπὸ σήμερον. bbox=[446, 366, 631, 437]
article-text: Τρεῖς νεκροὶ καὶ ἀρκετοὶ τραυματίαι εἶναι ὁ ἀπολογισμὸς τροχαίων δυστυχημάτων σημειωθέντων εἰς Πιερίαν, Φλώριναν καὶ τὰς Ἀθήνας. Αἱ ἀρχαὶ ἐρευνοῦν τὰ αἴτια. bbox=[828, 1139, 1006, 1197]
brief bbox=[446, 597, 631, 701]
headline: ΕΙΣ ΝΕΑΝ ΑΠΕΡΓΙΑΝ ΚΑΤΕΡΧΟΝΤΑΙ ΣΗΜΕΡΟΝ ΟΛΟΙ ΟΙ ΤΑΧΥΔΡΟΜΙΚΟΙ ΥΠΑΛΛΗΛΟΙ ΜΕ ΑΙΤΗΜΑ ΤΗΝ ΧΟΡΗΓΗΣΙΝ ΕΠΙΔΟΜΑΤΟΣ bbox=[648, 917, 999, 965]
article-text: Ὑπὸ τοῦ ὑπουργείου γεωργίας ὑπεβλήθη σχέδιον νόμου περὶ ἐπιβολῆς εἰσφορᾶς ὑπὲρ τοῦ Ὀργανισμοῦ Γεωργικῶν Ἀσφαλίσεων ἐπὶ τῆς πωλήσεως ἀγροτικῶν προϊόντων. Ἡ εἰσφορὰ θὰ ἀνέλθῃ εἰς ποσοστὸν 1% καὶ θὰ εἰσπράττεται κατὰ τὴν πώλησιν. bbox=[446, 221, 631, 304]
divider bbox=[20, 455, 438, 457]
divider bbox=[640, 911, 1199, 913]
brief bbox=[446, 1229, 631, 1296]
arrows-icon: ►►►► bbox=[20, 1414, 79, 1431]
dateline: ΑΘΗΝΑΙ, 11.— bbox=[640, 1245, 710, 1256]
article-text: Κατὰ ἀνακοίνωσιν τῆς ὁμοσπονδίας, ὅλοι οἱ ταχυδρομικοὶ ὑπάλληλοι κατέρχονται σήμερον εἰς νέαν ἀπεργίαν μὲ αἴτημα τὴν χορήγησιν τοῦ ἐπιδόματος. Ἡ ἀπεργία θὰ διαρκέσῃ 48 ὥρας. bbox=[828, 995, 1007, 1066]
article-text: Ἀπεφασίσθη ἡ ἵδρυσις ἀστεροσκοπείου εἰς τὰ Ἰωάννινα, τὸ ὁποῖον θὰ λειτουργήσῃ ὑπὸ τὴν ἐποπτείαν τοῦ Πανεπιστημίου. bbox=[1014, 857, 1199, 904]
divider bbox=[1014, 626, 1199, 627]
article-text: Ὁ πρόεδρος Μακάριος προεδρεύσας σήμερον συνεδριάσεως τοῦ ὑπουργικοῦ συμβουλίου, ἐπηρέασε τοὺς ὑπουργοὺς περὶ τῶν ἐξελίξεων μετὰ τοῦ ἐκεῖ τῷ Ἑλληνικῷ κυβέρνησιν. Κυβερνητικοὶ κύκλοι ἐβεβαίωσαν τὴν ὀρθότητα τῶν πληροφοριῶν περὶ τῆς συναντήσεως τῆς Ἀθήνας καὶ ἐδήλωσαν ὅτι ὁ Ἑλληνικὸς κυβέρνησις ἀναμένει τὴν ἐξέλιξιν. bbox=[20, 230, 438, 440]
subheadline: ΤΑ ΔΙΑ ΤΟΥ ΣΥΝΤΑΞΙΟΔΟΤΙΚΟΥ Ν.Δ. ΛΑΜΒΑΝΟΜΕΝΑ ΥΠΕΡ ΤΩΝ ΑΠΟΜΑΧΩΝ ΜΕΤΡΑ bbox=[31, 1136, 426, 1170]
subheadline: ΑΠΟΦΑΣΙΣΤΙΚΗ Η ΣΥΝΑΝΤΗΣΙΣ ΤΟΥΜΠΑ ΚΑΙ ΤΣΑΓΚΑΓΙΑΚΙΑ bbox=[21, 181, 437, 223]
headline: Διαλλακτικὸς ὁ Κίζινγκερ ἔναντι τῆς Σοβ. Ἐνώσεως ἀντίθετος πρὸς τὸν Ἔρχαρτ bbox=[1216, 29, 1550, 99]
dateline: ΑΘΗΝΑΙ, 11.— bbox=[446, 642, 523, 653]
section-label: ΘΑ ΦΥΓΟΥΝ ΟΙ ΑΥΣΤΡΑΛΟΙ bbox=[859, 206, 981, 217]
article-text: Ὁ ὑπουργὸς Κοινωνικῶν Ὑπηρεσιῶν ἐδέχθη σήμερον ἀντιπροσωπείαν συνταξιούχων. Ἐπίσης ὁ ὑπουργὸς Ἐμπορίου ἀνήγγειλε μέτρα διὰ τὴν συγκράτησιν τῶν τιμῶν. Τὸ Πανεπιστήμιον Ἀθηνῶν ἀνακοινώνει τὴν ἔναρξιν τῶν μαθημάτων τοῦ χειμερινοῦ ἑξαμήνου. bbox=[640, 1245, 818, 1340]
article-traffic bbox=[640, 1085, 1006, 1198]
divider bbox=[446, 1116, 631, 1117]
divider bbox=[1207, 860, 1559, 862]
dateline: ΑΘΗΝΑΙ, 11.— bbox=[446, 221, 521, 232]
article-text: Σύμφωνα πρὸς ἐπίσημα στοιχεῖα τὸ τεῖχος τοῦ Βερολίνου ἐκόστισεν 22.000.000 μάρκα. Τὸ μῆκος του ἀνέρχεται εἰς 45 χιλιόμετρα. bbox=[1014, 729, 1200, 776]
divider bbox=[20, 1354, 438, 1356]
brief-title: ΚΗΔΕΙΑΙ bbox=[506, 1311, 571, 1328]
article-text: Ὁ γενικὸς γραμματεὺς τῶν Ἡνωμένων Ἐθνῶν κ. Θάντ, ἐκφράζων ἐκ νέου τὴν ἄποψίν του ὅτι ἡ διακοπὴ τῶν βομβαρδισμῶν κατὰ τοῦ Βορείου Βιετνὰμ εἶναι ἀπαραίτητος προϋπόθεσις διὰ τὴν ἔναρξιν συνομιλιῶν, συνέστησε εἰς τὴν Οὐάσιγκτων τὴν ὁριστικὴν καὶ ἄνευ ὅρων διακοπὴν τῶν βομβαρδισμῶν. Ἐν Καμπέρρᾳ, ὁ ἀρχηγὸς τῶν ἐργατικῶν ἐδήλωσε ὅτι ἐὰν κερδίσῃ τὰς ἐκλογάς θὰ ἀποσύρῃ τὰ αὐστραλιανὰ στρατεύματα ἀπὸ τὸ Βιετνάμ. bbox=[1019, 281, 1199, 424]
article-text: Δεκατέσσαρα ἄτομα ἐφονεύθησαν καὶ πολλὰ ἄλλα ἐτραυματίσθησαν ὅταν ἐξετροχιάσθη ἀμαξοστοιχία ἐκ νέας ἐγκληματικῆς ἐνεργείας δολιοφθορέων. Αἱ ἀρχαὶ ἐρευνοῦν τὰ αἴτια τῶν συνεχῶν ἐκτροχιασμῶν οἱ ὁποῖοι ἀποδίδονται εἰς μυστηριώδεις ὁμάδας δολιοφθορέων. bbox=[828, 537, 1006, 620]
article-body bbox=[1207, 142, 1559, 250]
dateline: ΑΘΗΝΑΙ, 11.— bbox=[640, 715, 710, 726]
brief-title: 22.000.000 ΜΑΡΚΑ ΕΚΟΣΤΙΣΕ ΤΟ ΤΕΙΧΟΣ ΤΟΥ ΒΕΡΟΛΙΝΟΥ bbox=[1014, 630, 1199, 676]
headline: Κρίσιμους ἐξελίξεις κατὰ τὸν Δεκέμβριον ἀναμένει ὁ Μακάριος bbox=[22, 28, 436, 178]
article-text: Ὁ γενικὸς γραμματεὺς τῶν Ἡνωμένων Ἐθνῶν κ. Θάντ, ἐκφράζων ἐκ νέου τὴν ἄποψίν του ὅτι ἡ διακοπὴ τῶν βομβαρδισμῶν κατὰ τοῦ Βορείου Βιετνὰμ εἶναι ἀπαραίτητος προϋπόθεσις διὰ τὴν ἔναρξιν συνομιλιῶν, συνέστησε εἰς τὴν Οὐάσιγκτων τὴν ὁριστικὴν καὶ ἄνευ ὅρων διακοπὴν τῶν βομβαρδισμῶν. Ἐν Καμπέρρᾳ, ὁ ἀρχηγὸς τῶν ἐργατικῶν ἐδήλωσε ὅτι ἐὰν κερδίσῃ τὰς ἐκλογάς θὰ ἀποσύρῃ τὰ αὐστραλιανὰ στρατεύματα ἀπὸ τὸ Βιετνάμ. bbox=[829, 166, 1199, 431]
article-text: ἀρχηγὸν μόνον 66 βουλευτάς. Ἀπαιτοῦνται 31, κυρίως τοὺς ἐκλογικοὺς συνδυασμοὺς τῆς ὁμάδος. Ὁ πρόεδρος κ. Τσιριμῶκος προσῆλθε εἰς τὴν Βουλήν. Εἰς τὰς πρωϊνὰς ὥρας ἐξακολουθοῦν αἱ διαβουλεύσεις μεταξὺ τῶν κομμάτων. Ἡ ΕΡΕ διατηρεῖ ἐπιφυλάξεις καὶ ἀναμένει τὴν ἐξέλιξιν. Κατὰ τοὺς κυβερνητικοὺς κύκλους, αἱ ψῆφοι θὰ ἐξευρεθοῦν μέχρι τῆς ψηφοφορίας. bbox=[20, 1405, 438, 1551]
article-text: Ἡ Σουηδία ἐζήτησε ἀπὸ τὰς μεγάλας δυνάμεις νὰ ἀποκηρύξουν τὴν διασπορὰν τῶν πυρηνικῶν ὅπλων πρὶν ἀρχίσῃ ἡ διάσκεψις τῆς Γενεύης διὰ τὸν ἀφοπλισμόν. bbox=[1207, 746, 1378, 805]
brief-title: ΣΥΜΠΑΡΑΣΤΑΣΙΝ ΤΟΥ Κ. ΠΑΣΑΛΙΔΗ ΖΗΤΟΥΝ ΕΦΗΜΕΡΙΔΟΙ bbox=[457, 716, 619, 758]
section-label: ΕΝΔΙΑΦΕΡΟΝ ΦΟΙΤΗΤΩΝ bbox=[1235, 574, 1351, 586]
divider bbox=[1207, 1157, 1559, 1159]
brief-title: ΜΙΚΡΑ ΑΝΟΔΟΣ ΤΗΣ ΘΕΡΜΟΚΡΑΣΙΑΣ bbox=[471, 1014, 605, 1043]
section-label: Η ΡΩΣΣΙΚΗ ΕΚΡΗΞΙΣ bbox=[1426, 774, 1521, 786]
brief-title: ΝΗΠΙΟΝ ΚΑΤΕΠΕΣΕΝ ΑΠΟ ΕΞΩΣΤΗΝ ΟΙΚΙΑΣ bbox=[453, 1227, 624, 1256]
mid-left bbox=[640, 442, 1006, 905]
dateline: ΑΚΡΩΤΗΡΙΟΝ ΚΕΝΝΕΝΤΥ, 11. (Ἀσ. Πρέσ).— bbox=[1207, 919, 1378, 941]
column-rule bbox=[441, 30, 442, 2311]
article-text: Ὁ ὑπουργὸς συντονισμοῦ κ. Μητσοτάκης εἰς δηλώσεις του τόνισεν ὅτι τὰ ληφθέντα μέτρα ὑπὲρ τῶν ἀπομάχων κρίνονται ἱκανοποιητικά. Ἡ αὔξησις τῶν συντάξεων κατὰ τὸ συντάξιοδοτικὸν νομοθετικὸν διάταγμα θὰ ἰσχύσῃ ἀπὸ τῆς 1ης Ἰανουαρίου καὶ θὰ ὠφελήσῃ περισσοτέρους τῶν ἑκατὸν χιλιάδων συνταξιούχων. Ἡ κυβέρνησις ἐξετάζει καὶ περαιτέρω βελτιώσεις εἰς τὸ ἐγγὺς μέλλον. bbox=[233, 1224, 438, 1343]
article-body bbox=[640, 971, 1006, 1067]
subheadline: ΥΠΟ ΔΥΟ ΕΛΛΗΝΩΝ ΔΙΕΘΝΥΕΤΟ Η ΠΟΛΥΜΕΛΗΣ ΣΠΕΙΡΑ bbox=[67, 888, 391, 923]
article-gemini bbox=[1207, 867, 1559, 1034]
dateline: ΑΘΗΝΑΙ, 11.— bbox=[20, 1176, 91, 1187]
dateline: ΑΘΗΝΑΙ, 11.— bbox=[1014, 965, 1087, 976]
article-text: Ὁ ἀρχηγὸς τῶν κυπριακῶν δυνάμεων στρατηγὸς Γρίβας ἀνέβη τὴν πρωΐαν εἰς τὸ Πεντάγωνον καὶ εἶχε μακρὰν συνεργασίαν μετὰ τοῦ ὑπουργοῦ Ἀμύνης κ. Κωστοπούλου, τοῦ ἀρχηγοῦ τοῦ ΓΕΣ ἀντιστρατήγου Σπανδωνίδου καὶ τοῦ ἀρχηγοῦ τοῦ Γ.ΕΕ.Θ.Α. λόγῳ ἀπουσίας τοῦ ἀρχηγοῦ τῆς Ἠπείρου, ἀντιστρατήγου Μπίτσα. Κατὰ τὴν κύπριον ἐξελίξεων, ὁ ὑπουργὸς ἐλεύθερη δλλήνω προσ εἰς τὴν Κύπρον. Ἐπίσης ἐν Λευκωσίᾳ ὁ Πρόεδρος Μακάριος ἀνέμενε κρισίμους ἐξελίξεις εἰς τὸ Κυπριακὸν κατὰ τὸν Δεκέμβριον. bbox=[233, 290, 439, 445]
dateline: ΛΕΥΚΩΣΙΑ, 11.— bbox=[20, 405, 106, 416]
article-text: Ὁ γενικὸς γραμματεὺς τῶν Ἡνωμένων Ἐθνῶν κ. Θάντ, ἐκφράζων ἐκ νέου τὴν ἄποψίν του ὅτι ἡ διακοπὴ τῶν βομβαρδισμῶν κατὰ τοῦ Βορείου Βιετνὰμ εἶναι ἀπαραίτητος προϋπόθεσις διὰ τὴν ἔναρξιν συνομιλιῶν, συνέστησε εἰς τὴν Οὐάσιγκτων τὴν ὁριστικὴν καὶ ἄνευ ὅρων διακοπὴν τῶν βομβαρδισμῶν. Ἐν Καμπέρρᾳ, ὁ ἀρχηγὸς τῶν ἐργατικῶν ἐδήλωσε ὅτι ἐὰν κερδίσῃ τὰς ἐκλογάς θὰ ἀποσύρῃ τὰ αὐστραλιανὰ στρατεύματα ἀπὸ τὸ Βιετνάμ. bbox=[829, 221, 1010, 364]
dateline: ΑΘΗΝΑΙ, 11.— bbox=[446, 762, 517, 773]
article-text: Παρῃτήθη καὶ ἕτερος σύμβουλος τοῦ ΕΛΚΕΠΑ ἐκ διαφωνίας πρὸς τὴν ἀκολουθουμένην πολιτικήν τοῦ Κέντρου. bbox=[446, 858, 631, 904]
lower-row bbox=[640, 919, 1199, 1350]
subheadline: Οἱ Αὐστραλοὶ θὰ φύγουν ἀπὸ τὸ Βιετνὰμ ἂν οἱ ἐργατικοὶ κερδίσουν τὰς ἐκλογάς bbox=[654, 115, 1185, 161]
dateline: ΑΘΗΝΑΙ, 11.— bbox=[20, 565, 91, 575]
divider bbox=[1207, 428, 1559, 430]
article-text: Αἱ μερικαὶ ἐκλογαὶ εἰς τὰς Ἡνωμένας Πολιτείας ἔδωσαν τὴν εὐκαιρίαν εἰς τοὺς Νέγρους νὰ ἐμφανισθοῦν δυναμικῶς εἰς τὸ πολιτικὸν προσκήνιον. Πολλοὶ νέγροι ὑποψήφιοι ἐξελέγησαν εἰς τὰ πολιτειακὰ νομοθετικὰ σώματα. bbox=[1388, 334, 1559, 417]
article-text: Σύμφωνα πρὸς ἐπίσημα στοιχεῖα τὸ τεῖχος τοῦ Βερολίνου ἐκόστισεν 22.000.000 μάρκα. Τὸ μῆκος του ἀνέρχεται εἰς 45 χιλιόμετρα. bbox=[1014, 692, 1199, 740]
article-text: Συνεκροτήθη ἐπιτροπὴ διὰ τὴν παρακολούθησιν τῆς ἀγορᾶς βάμβακος. bbox=[1014, 1247, 1199, 1270]
article-text: Ἡ ΕΔΑ ἀπέστειλεν ὑπόμνημα πρὸς τὸν ὑπουργὸν Δικαιοσύνης διὰ τὴν πορείαν τῶν ἀνακρίσεων ἐπὶ τῆς δολοφονίας, ζητοῦσα τὴν ταχεῖαν διαλεύκανσιν τῆς ὑποθέσεως. bbox=[446, 642, 631, 701]
dateline: ΑΘΗΝΑΙ, 11.— bbox=[20, 230, 92, 241]
dateline: ΚΑΤΕΡΙΝΗ, 11.— bbox=[640, 1123, 728, 1134]
dateline: ΒΡΥΞΕΛΛΑΙ, 11. (Ἀσ. Πρέσ).— bbox=[1207, 1088, 1352, 1099]
brief-title: ΕΜΑΧΑΙΡΩΣΕ ΤΟΝ ΥΙΟΝ ΤΟΥ ΔΙΑ ΤΑ ΚΤΗΜΑΤΑ bbox=[1028, 1058, 1185, 1087]
article-kiesinger bbox=[1207, 30, 1559, 250]
divider bbox=[446, 315, 631, 316]
headline: ΜΙΚΡΑΙ ΕΙΔΗΣΕΙΣ ΕΞ ΑΘΗΝΩΝ bbox=[663, 1216, 984, 1239]
dateline: ΛΑΡΙΣΑ, 11.— bbox=[1014, 1091, 1084, 1102]
article-votes bbox=[20, 1362, 438, 1552]
divider bbox=[1207, 676, 1559, 678]
article-body bbox=[1207, 334, 1559, 418]
section-label: ΕΦΟΝΕΥΘΗ ΝΗΠΙΟΝ bbox=[870, 1122, 965, 1134]
article-text: Ἐφημερίδες τῶν Ἀθηνῶν ζητοῦν τὴν συμπαράστασιν τοῦ κ. Πασαλίδη εἰς τὴν προσπάθειαν ἐξευρέσεως λύσεως. bbox=[446, 762, 631, 809]
article-tax-officers bbox=[640, 650, 1006, 834]
divider bbox=[1014, 1132, 1199, 1133]
headline: ΑΙ ΜΕΡΙΚΑΙ ΕΚΛΟΓΑΙ ΕΙΣ ΤΑΣ ΗΝΩΜΕΝΑΣ ΠΟΛΙΤΕΙΑΣ ΕΔΩΣΑΝ ΤΗΝ ΕΥΚΑΙΡΙΑΝ ΕΙΣ ΤΟΥΣ ΝΕΓΡΟΥΣ ΝΑ ΕΜΦΑΝΙΣΘΟΥΝ ΕΙΣ ΤΟ ΠΟΛΙΤΙΚΟΝ ΠΡΟΣΚΗΝΙΟΝ bbox=[1236, 267, 1531, 328]
divider bbox=[20, 802, 438, 804]
article-text: Ἀφίχθη τὴν πρωΐαν εἰς Ἀθήνας ὁ Ἀμερικανὸς ὑφυπουργὸς ἀεροπορίας κ. Ζιέκερ, συνοδευόμενος ὑπὸ 14 ἀτόμων. Ὁ κ. Ζιέκερ θὰ ἐπισκεφθῇ τὰ ἀεροδρόμια καὶ θὰ συνομιλήσῃ μετὰ τοῦ ἀρχηγοῦ τοῦ ΓΕΑ καὶ τοῦ ὑπουργοῦ Ἀμύνης. bbox=[446, 77, 632, 159]
dateline: ΒΕΡΟΛΙΝΟΝ, 11. (Ἀσ. Πρέσ).— bbox=[1014, 681, 1199, 691]
dateline: ΗΝΩΜΕΝΑ ΕΘΝΗ, 11. (Ἀσ. Πρέσ).— bbox=[640, 166, 820, 177]
